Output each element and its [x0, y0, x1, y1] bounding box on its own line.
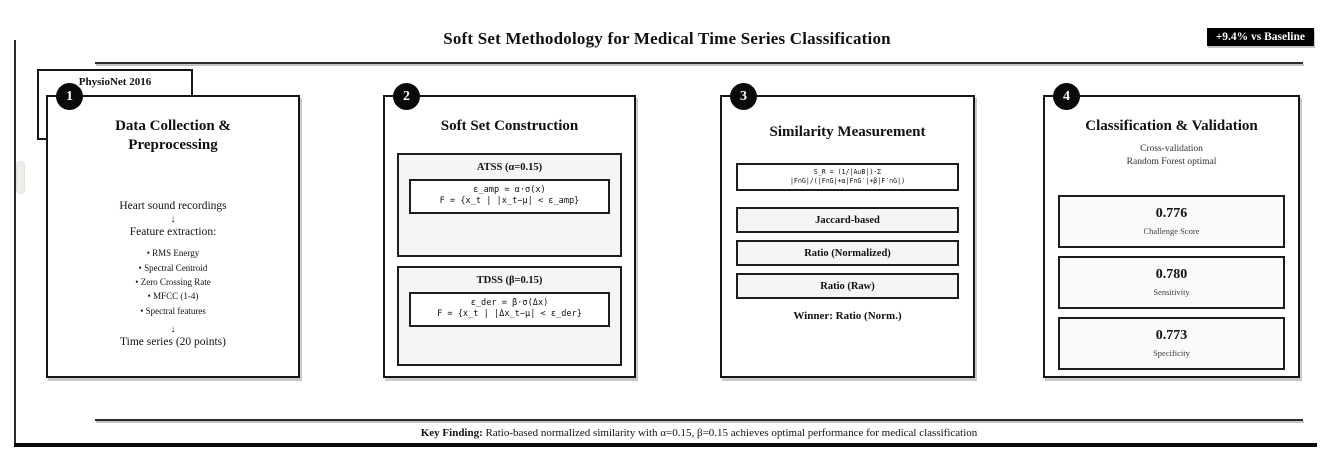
panel-4-subtitle: [1045, 143, 1298, 170]
step-1-badge: 1: [56, 83, 83, 110]
panel-1-title-line2: Preprocessing: [128, 136, 218, 153]
metric-challenge-score: [1058, 195, 1285, 248]
panel-3-title: Similarity Measurement: [769, 124, 926, 140]
atss-box: [397, 153, 622, 257]
feature-item: • Zero Crossing Rate: [135, 277, 211, 287]
flow-step: Feature extraction:: [129, 226, 217, 239]
left-frame-rule: [14, 40, 16, 443]
panel-2-title: Soft Set Construction: [440, 118, 579, 134]
metric-label: Specificity: [1153, 348, 1190, 359]
step-2-badge: 2: [393, 83, 420, 110]
metric-value: 0.776: [1155, 206, 1188, 222]
tdss-formula-box: [409, 292, 610, 327]
formula-line: S_R = (1/|A∪B|)·Σ: [813, 167, 882, 176]
panel-data-collection: [46, 88, 300, 378]
panel-1-flow-end: [48, 324, 298, 351]
panel-similarity-measurement: [720, 88, 975, 378]
page-title: Soft Set Methodology for Medical Time Series Classification: [443, 29, 891, 48]
feature-item: • MFCC (1-4): [147, 291, 199, 302]
metric-label: Challenge Score: [1143, 226, 1200, 237]
formula-line: ε_der = β·σ(Δx): [470, 297, 549, 308]
winner-label: Winner: Ratio (Norm.): [793, 310, 902, 323]
down-arrow-icon: ↓: [170, 324, 176, 336]
panel-1-title: [48, 117, 298, 155]
performance-badge: +9.4% vs Baseline: [1207, 28, 1314, 46]
tdss-header: TDSS (β=0.15): [476, 274, 543, 286]
formula-line: F = {x_t | |Δx_t−μ| < ε_der}: [437, 309, 582, 320]
key-finding-label: Key Finding:: [420, 427, 483, 439]
feature-item: • RMS Energy: [146, 248, 200, 259]
step-4-badge: 4: [1053, 83, 1080, 110]
footer-divider: [95, 419, 1303, 421]
similarity-formula-box: [736, 163, 959, 191]
panel-1-flow: [48, 199, 298, 242]
down-arrow-icon: ↓: [170, 214, 176, 226]
subtitle-line: Cross-validation: [1140, 143, 1203, 154]
panel-4-title: Classification & Validation: [1085, 118, 1258, 134]
metric-label: Sensitivity: [1153, 287, 1190, 298]
subtitle-line: Random Forest optimal: [1126, 157, 1217, 168]
atss-formula-box: [409, 179, 610, 214]
feature-item: • Spectral features: [140, 305, 206, 316]
panel-classification-validation: [1043, 88, 1300, 378]
feature-list: [48, 246, 298, 318]
feature-item: • Spectral Centroid: [138, 262, 208, 273]
option-ratio-raw: Ratio (Raw): [736, 273, 959, 299]
metric-value: 0.780: [1155, 267, 1188, 283]
key-finding-text: Ratio-based normalized similarity with α=0.15, β=0.15 achieves optimal performance for medical classification: [482, 427, 978, 439]
side-panel-handle[interactable]: [16, 161, 25, 194]
metric-cards: [1058, 195, 1285, 370]
tdss-box: [397, 266, 622, 366]
similarity-options: [736, 207, 959, 299]
atss-header: ATSS (α=0.15): [476, 161, 543, 173]
metric-value: 0.773: [1155, 328, 1188, 344]
bottom-frame-bar: [14, 443, 1317, 447]
option-jaccard: Jaccard-based: [736, 207, 959, 233]
key-finding: [95, 427, 1303, 439]
panel-soft-set-construction: [383, 88, 636, 378]
flow-step: Time series (20 points): [120, 336, 226, 349]
flow-step: Heart sound recordings: [119, 199, 227, 212]
metric-specificity: [1058, 317, 1285, 370]
header-divider: [95, 62, 1303, 64]
formula-line: |F∩G|/(|F∩G|+α|F∩G′|+β|F′∩G|): [789, 176, 906, 185]
formula-line: F = {x_t | |x_t−μ| < ε_amp}: [439, 196, 580, 207]
option-ratio-normalized: Ratio (Normalized): [736, 240, 959, 266]
metric-sensitivity: [1058, 256, 1285, 309]
formula-line: ε_amp = α·σ(x): [473, 184, 546, 195]
step-3-badge: 3: [730, 83, 757, 110]
dataset-note-title: PhysioNet 2016: [78, 76, 152, 88]
panel-1-title-line1: Data Collection &: [115, 118, 231, 134]
